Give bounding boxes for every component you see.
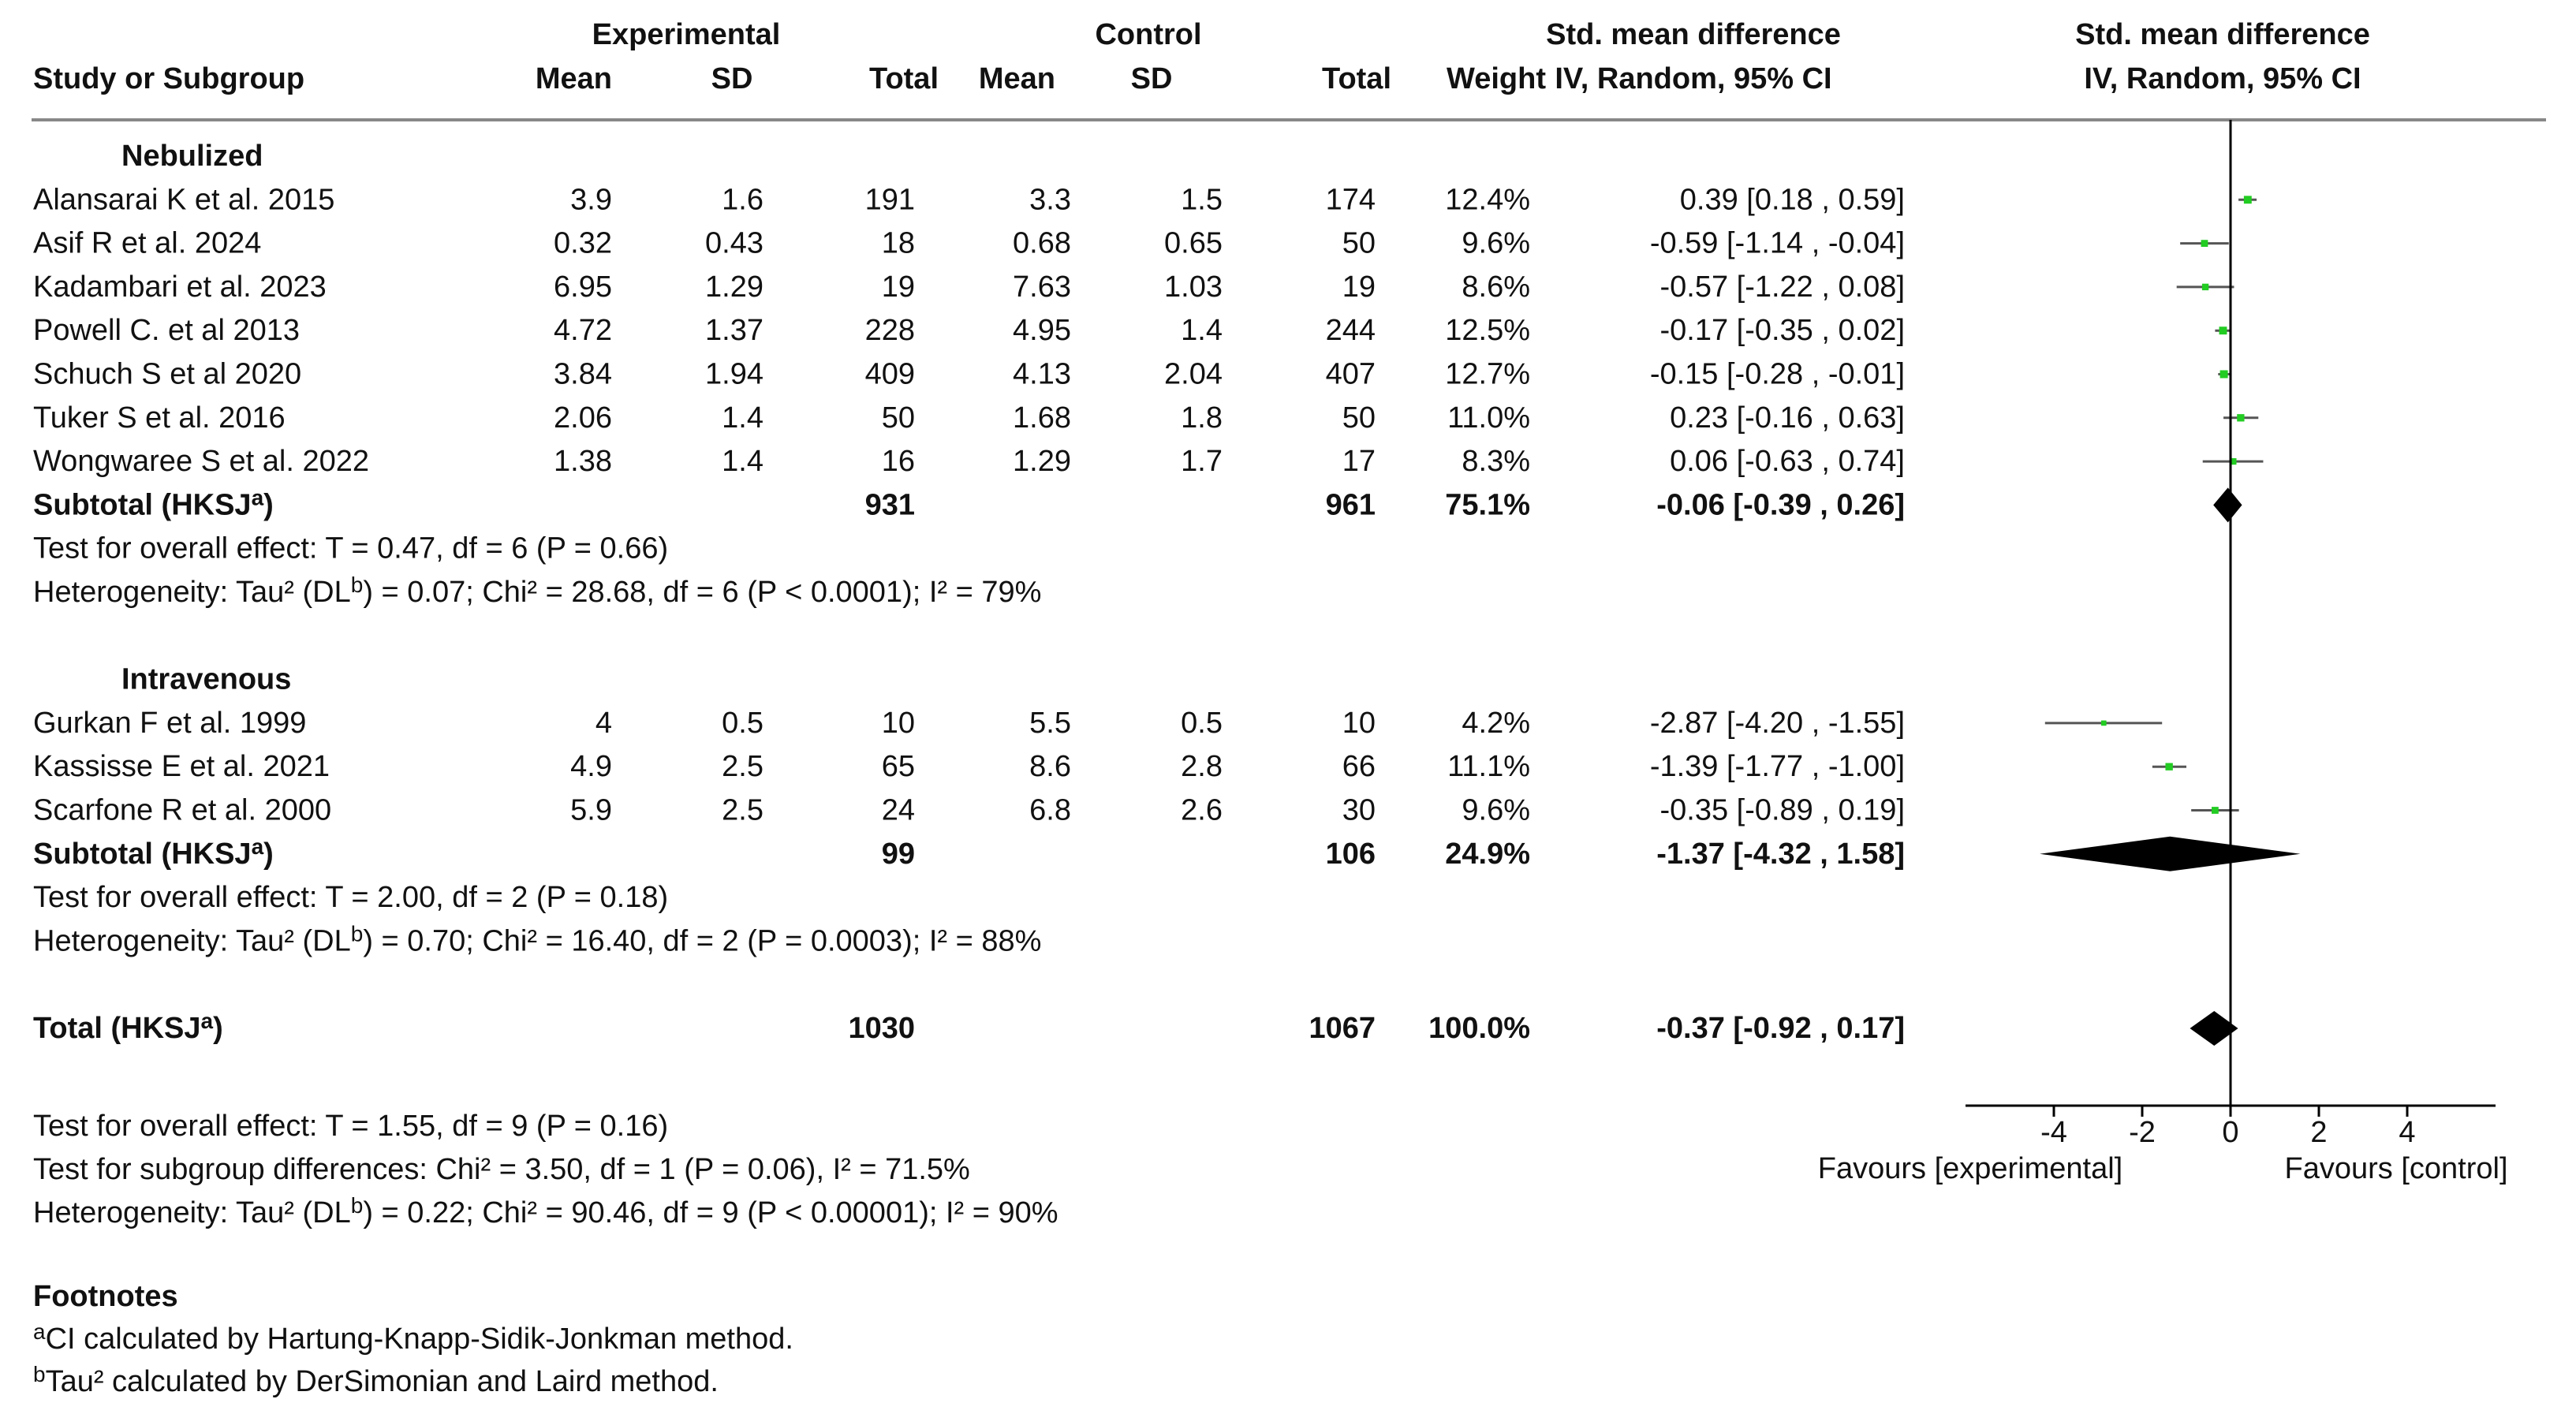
point-estimate [2201,240,2208,247]
exp-total: 16 [881,445,915,479]
header-smd: Std. mean difference [1546,18,1841,51]
exp-total: 24 [881,793,915,827]
total-ci: -0.37 [-0.92 , 0.17] [1656,1012,1905,1045]
ctrl-total: 30 [1342,793,1376,827]
ctrl-sd: 2.04 [1164,357,1223,391]
exp-total: 50 [881,401,915,435]
ci-value: -1.39 [-1.77 , -1.00] [1649,750,1905,784]
weight-value: 12.7% [1445,357,1530,391]
exp-mean: 0.32 [554,226,612,260]
x-tick-label: -4 [2040,1116,2067,1149]
header-control: Control [1095,18,1202,51]
subtotal-weight: 75.1% [1445,488,1530,522]
exp-total: 228 [864,314,915,348]
study-name: Asif R et al. 2024 [33,226,262,260]
ci-value: -0.57 [-1.22 , 0.08] [1659,270,1905,304]
exp-mean: 3.84 [554,357,612,391]
point-estimate [2244,196,2252,203]
exp-sd: 0.43 [705,226,763,260]
ctrl-total: 66 [1342,750,1376,784]
exp-sd: 1.29 [705,270,763,304]
subtotal-weight: 24.9% [1445,837,1530,871]
subgroup-heading: Intravenous [121,662,292,696]
ci-value: -0.59 [-1.14 , -0.04] [1649,226,1905,260]
x-tick-label: 2 [2310,1116,2328,1149]
test-overall-effect: Test for overall effect: T = 0.47, df = 6 (P = 0.66) [33,532,669,565]
ctrl-sd: 1.8 [1181,401,1223,435]
exp-total: 191 [864,183,915,217]
ctrl-mean: 4.95 [1013,314,1071,348]
exp-total: 10 [881,706,915,740]
ctrl-sd: 1.03 [1164,270,1223,304]
weight-value: 11.1% [1447,750,1530,784]
ctrl-total: 50 [1342,401,1376,435]
test-overall-effect: Test for overall effect: T = 2.00, df = 2 (P = 0.18) [33,881,669,915]
subgroup-differences-test: Test for subgroup differences: Chi² = 3.50, df = 1 (P = 0.06), I² = 71.5% [33,1153,970,1186]
heterogeneity-text: Heterogeneity: Tau² $(DL^b) = 0.07$; Chi² = 28.68, df = 6 (P < 0.0001); I² = 79% [33,573,1042,609]
footnote-b: $^b$Tau² calculated by DerSimonian and Laird method. [33,1362,719,1398]
header-plot-smd: Std. mean difference [2075,18,2370,51]
exp-mean: 2.06 [554,401,612,435]
ctrl-sd: 2.8 [1181,750,1223,784]
header-experimental: Experimental [592,18,781,51]
exp-mean: 4 [595,706,612,740]
footnote-a: $^a$CI calculated by Hartung-Knapp-Sidik-Jonkman method. [33,1319,793,1356]
weight-value: 8.3% [1462,445,1530,479]
header-c-total: Total [1322,62,1391,95]
ctrl-total: 244 [1325,314,1376,348]
ctrl-mean: 0.68 [1013,226,1071,260]
ctrl-total: 407 [1325,357,1376,391]
subtotal-exp-total: 99 [881,837,915,871]
weight-value: 4.2% [1462,706,1530,740]
overall-effect-test: Test for overall effect: T = 1.55, df = 9 (P = 0.16) [33,1110,669,1143]
ci-value: -0.15 [-0.28 , -0.01] [1649,357,1905,391]
study-name: Alansarai K et al. 2015 [33,183,335,217]
exp-total: 65 [881,750,915,784]
footnotes-title: Footnotes [33,1280,178,1313]
x-tick-label: 4 [2399,1116,2416,1149]
ci-value: -2.87 [-4.20 , -1.55] [1649,706,1905,740]
exp-total: 409 [864,357,915,391]
total-ctrl-total: 1067 [1309,1012,1376,1045]
ctrl-total: 50 [1342,226,1376,260]
ctrl-sd: 1.4 [1181,314,1223,348]
header-method: IV, Random, 95% CI [1555,62,1832,95]
point-estimate [2101,721,2107,726]
point-estimate [2212,807,2219,814]
exp-sd: 2.5 [722,750,763,784]
study-name: Wongwaree S et al. 2022 [33,445,370,479]
ctrl-total: 19 [1342,270,1376,304]
weight-value: 8.6% [1462,270,1530,304]
ctrl-mean: 7.63 [1013,270,1071,304]
ctrl-mean: 1.68 [1013,401,1071,435]
header-e-mean: Mean [535,62,612,95]
heterogeneity-text: Heterogeneity: Tau² $(DL^b) = 0.70$; Chi² = 16.40, df = 2 (P = 0.0003); I² = 88% [33,921,1042,958]
exp-total: 18 [881,226,915,260]
ctrl-total: 17 [1342,445,1376,479]
ctrl-sd: 1.5 [1181,183,1223,217]
favours-experimental: Favours [experimental] [1817,1152,2123,1185]
study-name: Powell C. et al 2013 [33,314,300,348]
ctrl-mean: 5.5 [1029,706,1071,740]
weight-value: 12.5% [1445,314,1530,348]
point-estimate [2165,763,2172,770]
study-name: Gurkan F et al. 1999 [33,706,307,740]
subtotal-ci: -0.06 [-0.39 , 0.26] [1656,488,1905,522]
header-weight: Weight [1447,62,1546,95]
point-estimate [2219,326,2227,334]
header-c-mean: Mean [978,62,1055,95]
subtotal-diamond [2213,487,2242,522]
weight-value: 12.4% [1445,183,1530,217]
subtotal-ci: -1.37 [-4.32 , 1.58] [1656,837,1905,871]
point-estimate [2202,284,2208,290]
ctrl-sd: 2.6 [1181,793,1223,827]
ctrl-sd: 0.5 [1181,706,1223,740]
exp-sd: 1.4 [722,445,763,479]
exp-total: 19 [881,270,915,304]
total-label: Total (HKSJ$^a$) [33,1009,223,1045]
exp-mean: 4.72 [554,314,612,348]
exp-sd: 1.37 [705,314,763,348]
header-study: Study or Subgroup [33,62,305,95]
ci-value: 0.06 [-0.63 , 0.74] [1670,445,1905,479]
exp-sd: 2.5 [722,793,763,827]
ctrl-mean: 6.8 [1029,793,1071,827]
subtotal-exp-total: 931 [864,488,915,522]
study-name: Tuker S et al. 2016 [33,401,286,435]
weight-value: 9.6% [1462,226,1530,260]
ci-value: -0.17 [-0.35 , 0.02] [1659,314,1905,348]
ctrl-mean: 3.3 [1029,183,1071,217]
ctrl-mean: 8.6 [1029,750,1071,784]
ci-value: -0.35 [-0.89 , 0.19] [1659,793,1905,827]
x-tick-label: 0 [2222,1116,2239,1149]
exp-mean: 1.38 [554,445,612,479]
point-estimate [2220,371,2228,379]
subtotal-label: Subtotal (HKSJ$^a$) [33,485,274,522]
favours-control: Favours [control] [2284,1152,2508,1185]
header-e-sd: SD [711,62,753,95]
x-tick-label: -2 [2129,1116,2156,1149]
exp-mean: 4.9 [570,750,612,784]
exp-mean: 3.9 [570,183,612,217]
study-name: Kassisse E et al. 2021 [33,750,330,784]
total-weight: 100.0% [1428,1012,1530,1045]
overall-heterogeneity: Heterogeneity: Tau² $(DL^b) = 0.22$; Chi² = 90.46, df = 9 (P < 0.00001); I² = 90% [33,1193,1058,1229]
header-c-sd: SD [1130,62,1173,95]
subtotal-label: Subtotal (HKSJ$^a$) [33,834,274,871]
study-name: Schuch S et al 2020 [33,357,302,391]
exp-sd: 1.4 [722,401,763,435]
total-exp-total: 1030 [848,1012,915,1045]
subtotal-ctrl-total: 106 [1325,837,1376,871]
weight-value: 9.6% [1462,793,1530,827]
ctrl-mean: 4.13 [1013,357,1071,391]
ctrl-sd: 0.65 [1164,226,1223,260]
ci-value: 0.39 [0.18 , 0.59] [1679,183,1905,217]
weight-value: 11.0% [1447,401,1530,435]
ctrl-total: 174 [1325,183,1376,217]
ci-value: 0.23 [-0.16 , 0.63] [1670,401,1905,435]
exp-mean: 5.9 [570,793,612,827]
ctrl-mean: 1.29 [1013,445,1071,479]
point-estimate [2237,414,2244,421]
ctrl-total: 10 [1342,706,1376,740]
exp-sd: 1.94 [705,357,763,391]
exp-sd: 0.5 [722,706,763,740]
header-e-total: Total [869,62,939,95]
study-name: Kadambari et al. 2023 [33,270,327,304]
subgroup-heading: Nebulized [121,140,263,173]
study-name: Scarfone R et al. 2000 [33,793,332,827]
subtotal-ctrl-total: 961 [1325,488,1376,522]
header-plot-method: IV, Random, 95% CI [2084,62,2361,95]
exp-mean: 6.95 [554,270,612,304]
ctrl-sd: 1.7 [1181,445,1223,479]
exp-sd: 1.6 [722,183,763,217]
subtotal-diamond [2040,837,2300,871]
